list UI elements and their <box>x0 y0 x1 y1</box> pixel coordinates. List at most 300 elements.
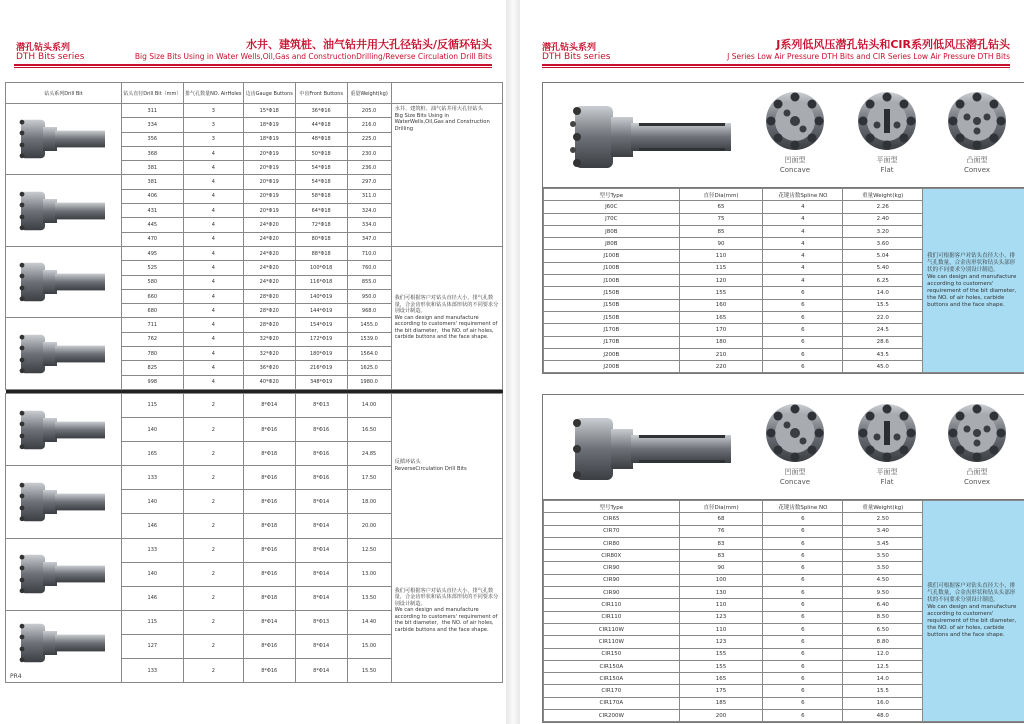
diameter-cell: 155 <box>679 660 763 672</box>
face-label-en: Flat <box>880 478 894 486</box>
j-series-panel <box>542 82 1024 374</box>
weight-cell: 3.50 <box>843 562 923 574</box>
diameter-cell: 998 <box>121 375 183 389</box>
header-rule-thin <box>14 67 492 68</box>
diameter-cell: 127 <box>121 634 183 658</box>
type-cell: J200B <box>544 348 680 360</box>
diameter-cell: 120 <box>679 275 763 287</box>
weight-cell: 3.50 <box>843 550 923 562</box>
spline-cell: 6 <box>763 299 843 311</box>
description-cell <box>923 189 1024 373</box>
series-label-en: DTH Bits series <box>16 52 85 62</box>
weight-cell: 950.0 <box>347 289 391 303</box>
col-header-description <box>391 83 502 104</box>
weight-cell: 236.0 <box>347 161 391 175</box>
diameter-cell: 165 <box>679 311 763 323</box>
front-buttons-cell: 8*Φ16 <box>295 442 347 466</box>
weight-cell: 12.5 <box>843 660 923 672</box>
col-header-diameter: 钻头直径Drill Bit（mm） <box>121 83 183 104</box>
description-text: 我们可根据客户对钻头直径大小，排气孔数量，合金齿形状和钻头头部形状的不同要求分别设计制造。 We can design and manufacture according to customers' requirement of the bit diameter, the NO. of air holes, carbide buttons and the face shape. <box>927 583 1017 639</box>
diameter-cell: 83 <box>679 537 763 549</box>
diameter-cell: 100 <box>679 574 763 586</box>
spline-cell: 6 <box>763 287 843 299</box>
diameter-cell: 140 <box>121 562 183 586</box>
col-header-drill-bit: 钻头系列Drill Bit <box>6 83 122 104</box>
diameter-cell: 83 <box>679 550 763 562</box>
type-cell: J100B <box>544 262 680 274</box>
spline-cell: 6 <box>763 311 843 323</box>
gauge-buttons-cell: 40*Φ20 <box>243 375 295 389</box>
air-holes-cell: 2 <box>183 393 243 417</box>
big-size-bits-table <box>5 82 503 683</box>
description-text: 我们可根据客户对钻头直径大小，排气孔数量，合金齿形状和钻头体部形状的不同要求分别设计制造。 We can design and manufacture according to customers' requirement of the bit diameter，the NO. of air holes, carbide buttons and the face shape. <box>394 295 499 341</box>
weight-cell: 710.0 <box>347 246 391 260</box>
front-buttons-cell: 140*Φ19 <box>295 289 347 303</box>
weight-cell: 20.00 <box>347 514 391 538</box>
page-gutter <box>506 0 520 724</box>
col-header-gauge-buttons: 边齿Gauge Buttons <box>243 83 295 104</box>
front-buttons-cell: 8*Φ16 <box>295 418 347 442</box>
front-buttons-cell: 216*Φ19 <box>295 361 347 375</box>
air-holes-cell: 4 <box>183 175 243 189</box>
weight-cell: 297.0 <box>347 175 391 189</box>
weight-cell: 48.0 <box>843 710 923 722</box>
gauge-buttons-cell: 15*Φ18 <box>243 104 295 118</box>
col-header-weight: 重量Weight(kg) <box>843 501 923 513</box>
diameter-cell: 445 <box>121 218 183 232</box>
weight-cell: 230.0 <box>347 146 391 160</box>
gauge-buttons-cell: 28*Φ20 <box>243 318 295 332</box>
description-text: 我们可根据客户对钻头直径大小，排气孔数量，合金齿形状和钻头体部形状的不同要求分别设计制造。 We can design and manufacture according to customers' requirement of the bit diameter，the NO. of air holes, carbide buttons and the face shape. <box>394 587 499 633</box>
page-title-cn: 水井、建筑桩、油气钻井用大孔径钻头/反循环钻头 <box>245 38 492 51</box>
bit-photo <box>6 318 122 389</box>
weight-cell: 28.6 <box>843 336 923 348</box>
weight-cell: 14.40 <box>347 610 391 634</box>
bit-face-flat-image <box>857 403 917 467</box>
weight-cell: 13.00 <box>347 562 391 586</box>
weight-cell: 1564.0 <box>347 347 391 361</box>
page-title-cn: J系列低风压潜孔钻头和CIR系列低风压潜孔钻头 <box>776 38 1010 51</box>
gauge-buttons-cell: 32*Φ20 <box>243 332 295 346</box>
gauge-buttons-cell: 20*Φ19 <box>243 161 295 175</box>
front-buttons-cell: 8*Φ14 <box>295 634 347 658</box>
front-buttons-cell: 154*Φ19 <box>295 318 347 332</box>
spline-cell: 6 <box>763 336 843 348</box>
col-header-type: 型号Type <box>544 189 680 201</box>
type-cell: J200B <box>544 361 680 373</box>
bit-face-convex-image <box>947 403 1007 467</box>
air-holes-cell: 4 <box>183 232 243 246</box>
weight-cell: 12.0 <box>843 648 923 660</box>
weight-cell: 24.5 <box>843 324 923 336</box>
diameter-cell: 115 <box>121 393 183 417</box>
type-cell: CIR65 <box>544 513 680 525</box>
cir-series-images <box>543 395 1024 500</box>
front-buttons-cell: 80*Φ18 <box>295 232 347 246</box>
gauge-buttons-cell: 8*Φ16 <box>243 658 295 682</box>
type-cell: J150B <box>544 299 680 311</box>
spline-cell: 4 <box>763 262 843 274</box>
weight-cell: 311.0 <box>347 189 391 203</box>
face-label-cn: 平面型 <box>876 156 898 164</box>
j-series-table <box>543 188 1024 373</box>
weight-cell: 3.20 <box>843 225 923 237</box>
front-buttons-cell: 144*Φ19 <box>295 304 347 318</box>
air-holes-cell: 2 <box>183 586 243 610</box>
table-header-row <box>544 189 1024 201</box>
front-buttons-cell: 348*Φ19 <box>295 375 347 389</box>
front-buttons-cell: 8*Φ14 <box>295 490 347 514</box>
air-holes-cell: 4 <box>183 218 243 232</box>
weight-cell: 205.0 <box>347 104 391 118</box>
diameter-cell: 76 <box>679 525 763 537</box>
spline-cell: 6 <box>763 324 843 336</box>
diameter-cell: 133 <box>121 658 183 682</box>
spline-cell: 4 <box>763 201 843 213</box>
front-buttons-cell: 54*Φ18 <box>295 175 347 189</box>
col-header-weight: 重量Weight(kg) <box>347 83 391 104</box>
type-cell: CIR80X <box>544 550 680 562</box>
gauge-buttons-cell: 28*Φ20 <box>243 304 295 318</box>
diameter-cell: 431 <box>121 204 183 218</box>
air-holes-cell: 3 <box>183 132 243 146</box>
left-header <box>0 0 506 70</box>
table-header-row <box>6 83 503 104</box>
col-header-front-buttons: 中齿Front Buttons <box>295 83 347 104</box>
weight-cell: 14.00 <box>347 393 391 417</box>
weight-cell: 760.0 <box>347 261 391 275</box>
air-holes-cell: 4 <box>183 361 243 375</box>
weight-cell: 6.50 <box>843 623 923 635</box>
air-holes-cell: 2 <box>183 610 243 634</box>
diameter-cell: 170 <box>679 324 763 336</box>
diameter-cell: 210 <box>679 348 763 360</box>
bit-photo <box>6 466 122 538</box>
spline-cell: 6 <box>763 611 843 623</box>
weight-cell: 17.50 <box>347 466 391 490</box>
diameter-cell: 381 <box>121 161 183 175</box>
weight-cell: 1980.0 <box>347 375 391 389</box>
weight-cell: 4.50 <box>843 574 923 586</box>
spline-cell: 6 <box>763 599 843 611</box>
front-buttons-cell: 48*Φ18 <box>295 132 347 146</box>
col-header-weight: 重量Weight(kg) <box>843 189 923 201</box>
face-label-en: Concave <box>779 478 811 486</box>
gauge-buttons-cell: 24*Φ20 <box>243 261 295 275</box>
weight-cell: 16.50 <box>347 418 391 442</box>
front-buttons-cell: 180*Φ19 <box>295 347 347 361</box>
weight-cell: 1625.0 <box>347 361 391 375</box>
spline-cell: 6 <box>763 660 843 672</box>
diameter-cell: 406 <box>121 189 183 203</box>
weight-cell: 1455.0 <box>347 318 391 332</box>
gauge-buttons-cell: 24*Φ20 <box>243 275 295 289</box>
face-label-cn: 凸面型 <box>966 156 988 164</box>
weight-cell: 15.00 <box>347 634 391 658</box>
weight-cell: 855.0 <box>347 275 391 289</box>
type-cell: J60C <box>544 201 680 213</box>
weight-cell: 14.0 <box>843 287 923 299</box>
gauge-buttons-cell: 20*Φ19 <box>243 146 295 160</box>
type-cell: CIR170 <box>544 685 680 697</box>
spline-cell: 4 <box>763 213 843 225</box>
weight-cell: 8.80 <box>843 636 923 648</box>
gauge-buttons-cell: 36*Φ20 <box>243 361 295 375</box>
header-rule-thin <box>542 67 1010 68</box>
bit-face-concave-image <box>765 403 825 467</box>
type-cell: CIR150A <box>544 673 680 685</box>
diameter-cell: 140 <box>121 490 183 514</box>
gauge-buttons-cell: 18*Φ19 <box>243 132 295 146</box>
weight-cell: 43.5 <box>843 348 923 360</box>
diameter-cell: 470 <box>121 232 183 246</box>
series-label-en: DTH Bits series <box>542 52 611 62</box>
weight-cell: 347.0 <box>347 232 391 246</box>
description-cell <box>923 501 1024 722</box>
gauge-buttons-cell: 8*Φ16 <box>243 490 295 514</box>
spline-cell: 6 <box>763 562 843 574</box>
air-holes-cell: 4 <box>183 318 243 332</box>
bit-photo <box>6 175 122 246</box>
front-buttons-cell: 8*Φ14 <box>295 538 347 562</box>
front-buttons-cell: 58*Φ18 <box>295 189 347 203</box>
air-holes-cell: 4 <box>183 261 243 275</box>
diameter-cell: 525 <box>121 261 183 275</box>
header-rule <box>14 64 492 66</box>
air-holes-cell: 4 <box>183 275 243 289</box>
weight-cell: 9.50 <box>843 587 923 599</box>
face-label-en: Convex <box>963 166 991 174</box>
front-buttons-cell: 36*Φ16 <box>295 104 347 118</box>
weight-cell: 6.40 <box>843 599 923 611</box>
face-label-en: Concave <box>779 166 811 174</box>
weight-cell: 324.0 <box>347 204 391 218</box>
type-cell: CIR110 <box>544 611 680 623</box>
page-title-en: Big Size Bits Using in Water Wells,Oil,Gas and ConstructionDrilling/Reverse Circulation Drill Bits <box>134 52 492 61</box>
weight-cell: 2.50 <box>843 513 923 525</box>
weight-cell: 225.0 <box>347 132 391 146</box>
diameter-cell: 180 <box>679 336 763 348</box>
air-holes-cell: 2 <box>183 490 243 514</box>
air-holes-cell: 3 <box>183 118 243 132</box>
type-cell: CIR70 <box>544 525 680 537</box>
spline-cell: 6 <box>763 348 843 360</box>
diameter-cell: 140 <box>121 418 183 442</box>
spline-cell: 4 <box>763 250 843 262</box>
gauge-buttons-cell: 18*Φ19 <box>243 118 295 132</box>
diameter-cell: 130 <box>679 587 763 599</box>
spline-cell: 6 <box>763 513 843 525</box>
gauge-buttons-cell: 20*Φ19 <box>243 175 295 189</box>
weight-cell: 334.0 <box>347 218 391 232</box>
bit-photo <box>6 246 122 317</box>
diameter-cell: 381 <box>121 175 183 189</box>
diameter-cell: 115 <box>121 610 183 634</box>
front-buttons-cell: 72*Φ18 <box>295 218 347 232</box>
front-buttons-cell: 88*Φ18 <box>295 246 347 260</box>
spline-cell: 6 <box>763 587 843 599</box>
weight-cell: 968.0 <box>347 304 391 318</box>
spline-cell: 6 <box>763 636 843 648</box>
gauge-buttons-cell: 8*Φ16 <box>243 466 295 490</box>
description-cell <box>391 246 502 389</box>
diameter-cell: 155 <box>679 648 763 660</box>
type-cell: J80B <box>544 225 680 237</box>
diameter-cell: 680 <box>121 304 183 318</box>
weight-cell: 24.85 <box>347 442 391 466</box>
weight-cell: 6.25 <box>843 275 923 287</box>
diameter-cell: 115 <box>679 262 763 274</box>
diameter-cell: 175 <box>679 685 763 697</box>
bit-photo <box>6 393 122 465</box>
diameter-cell: 495 <box>121 246 183 260</box>
gauge-buttons-cell: 24*Φ20 <box>243 218 295 232</box>
diameter-cell: 334 <box>121 118 183 132</box>
air-holes-cell: 2 <box>183 466 243 490</box>
weight-cell: 15.50 <box>347 658 391 682</box>
weight-cell: 12.50 <box>347 538 391 562</box>
weight-cell: 8.50 <box>843 611 923 623</box>
description-cell <box>391 538 502 683</box>
spline-cell: 4 <box>763 225 843 237</box>
photo-label: PR4 <box>10 672 22 680</box>
diameter-cell: 133 <box>121 466 183 490</box>
diameter-cell: 711 <box>121 318 183 332</box>
diameter-cell: 85 <box>679 225 763 237</box>
front-buttons-cell: 64*Φ18 <box>295 204 347 218</box>
air-holes-cell: 4 <box>183 161 243 175</box>
diameter-cell: 146 <box>121 514 183 538</box>
col-header-type: 型号Type <box>544 501 680 513</box>
air-holes-cell: 4 <box>183 204 243 218</box>
diameter-cell: 123 <box>679 611 763 623</box>
diameter-cell: 110 <box>679 623 763 635</box>
weight-cell: 216.0 <box>347 118 391 132</box>
air-holes-cell: 4 <box>183 289 243 303</box>
gauge-buttons-cell: 28*Φ20 <box>243 289 295 303</box>
weight-cell: 14.0 <box>843 673 923 685</box>
description-cell <box>391 104 502 247</box>
description-text: 我们可根据客户对钻头直径大小，排气孔数量，合金齿形状和钻头头部形状的不同要求分别设计制造。 We can design and manufacture according to customers' requirement of the bit diameter, the NO. of air holes, carbide buttons and the face shape. <box>927 252 1017 308</box>
gauge-buttons-cell: 20*Φ19 <box>243 204 295 218</box>
bit-photo <box>6 538 122 610</box>
diameter-cell: 825 <box>121 361 183 375</box>
diameter-cell: 780 <box>121 347 183 361</box>
type-cell: CIR110W <box>544 636 680 648</box>
weight-cell: 16.0 <box>843 697 923 709</box>
front-buttons-cell: 116*Φ18 <box>295 275 347 289</box>
left-page <box>0 0 506 724</box>
gauge-buttons-cell: 8*Φ16 <box>243 562 295 586</box>
gauge-buttons-cell: 8*Φ14 <box>243 393 295 417</box>
bit-photo <box>6 104 122 175</box>
description-text: 水井、建筑桩、油气钻井用大孔径钻头 Big Size Bits Using in WaterWells,Oil,Gas and Construction Drilling <box>394 106 490 132</box>
diameter-cell: 200 <box>679 710 763 722</box>
front-buttons-cell: 8*Φ13 <box>295 393 347 417</box>
face-label-cn: 平面型 <box>876 468 898 476</box>
type-cell: CIR150A <box>544 660 680 672</box>
spline-cell: 6 <box>763 574 843 586</box>
diameter-cell: 90 <box>679 562 763 574</box>
col-header-diameter: 直径Dia(mm) <box>679 501 763 513</box>
spline-cell: 6 <box>763 685 843 697</box>
type-cell: J150B <box>544 287 680 299</box>
spline-cell: 6 <box>763 623 843 635</box>
diameter-cell: 311 <box>121 104 183 118</box>
type-cell: CIR170A <box>544 697 680 709</box>
right-header <box>520 0 1024 70</box>
gauge-buttons-cell: 8*Φ16 <box>243 634 295 658</box>
gauge-buttons-cell: 8*Φ18 <box>243 586 295 610</box>
bit-face-flat-image <box>857 91 917 155</box>
j-series-images <box>543 83 1024 188</box>
weight-cell: 18.00 <box>347 490 391 514</box>
diameter-cell: 368 <box>121 146 183 160</box>
diameter-cell: 68 <box>679 513 763 525</box>
diameter-cell: 65 <box>679 201 763 213</box>
col-header-spline: 花键齿数Spline NO <box>763 501 843 513</box>
air-holes-cell: 4 <box>183 347 243 361</box>
gauge-buttons-cell: 8*Φ18 <box>243 442 295 466</box>
face-label-en: Convex <box>963 478 991 486</box>
air-holes-cell: 4 <box>183 304 243 318</box>
diameter-cell: 110 <box>679 250 763 262</box>
air-holes-cell: 2 <box>183 562 243 586</box>
weight-cell: 15.5 <box>843 685 923 697</box>
diameter-cell: 762 <box>121 332 183 346</box>
spline-cell: 6 <box>763 537 843 549</box>
diameter-cell: 356 <box>121 132 183 146</box>
description-text: 反循环钻头 ReverseCirculation Drill Bits <box>394 459 467 472</box>
spline-cell: 4 <box>763 238 843 250</box>
type-cell: CIR150 <box>544 648 680 660</box>
diameter-cell: 165 <box>121 442 183 466</box>
type-cell: J150B <box>544 311 680 323</box>
gauge-buttons-cell: 8*Φ16 <box>243 418 295 442</box>
header-rule <box>542 64 1010 66</box>
cir-bit-side-image <box>563 403 733 493</box>
col-header-spline: 花键齿数Spline NO <box>763 189 843 201</box>
type-cell: J100B <box>544 275 680 287</box>
table-row <box>6 104 503 118</box>
type-cell: J170B <box>544 324 680 336</box>
front-buttons-cell: 8*Φ16 <box>295 466 347 490</box>
table-row <box>6 538 503 562</box>
front-buttons-cell: 8*Φ14 <box>295 562 347 586</box>
type-cell: CIR110 <box>544 599 680 611</box>
spline-cell: 6 <box>763 550 843 562</box>
air-holes-cell: 2 <box>183 634 243 658</box>
table-header-row <box>544 501 1024 513</box>
diameter-cell: 155 <box>679 287 763 299</box>
type-cell: CIR110W <box>544 623 680 635</box>
diameter-cell: 123 <box>679 636 763 648</box>
gauge-buttons-cell: 8*Φ16 <box>243 538 295 562</box>
weight-cell: 1539.0 <box>347 332 391 346</box>
weight-cell: 3.45 <box>843 537 923 549</box>
front-buttons-cell: 44*Φ18 <box>295 118 347 132</box>
front-buttons-cell: 8*Φ14 <box>295 514 347 538</box>
diameter-cell: 133 <box>121 538 183 562</box>
air-holes-cell: 4 <box>183 375 243 389</box>
cir-series-panel <box>542 394 1024 723</box>
gauge-buttons-cell: 8*Φ14 <box>243 610 295 634</box>
air-holes-cell: 3 <box>183 104 243 118</box>
gauge-buttons-cell: 8*Φ18 <box>243 514 295 538</box>
diameter-cell: 220 <box>679 361 763 373</box>
type-cell: J100B <box>544 250 680 262</box>
gauge-buttons-cell: 32*Φ20 <box>243 347 295 361</box>
